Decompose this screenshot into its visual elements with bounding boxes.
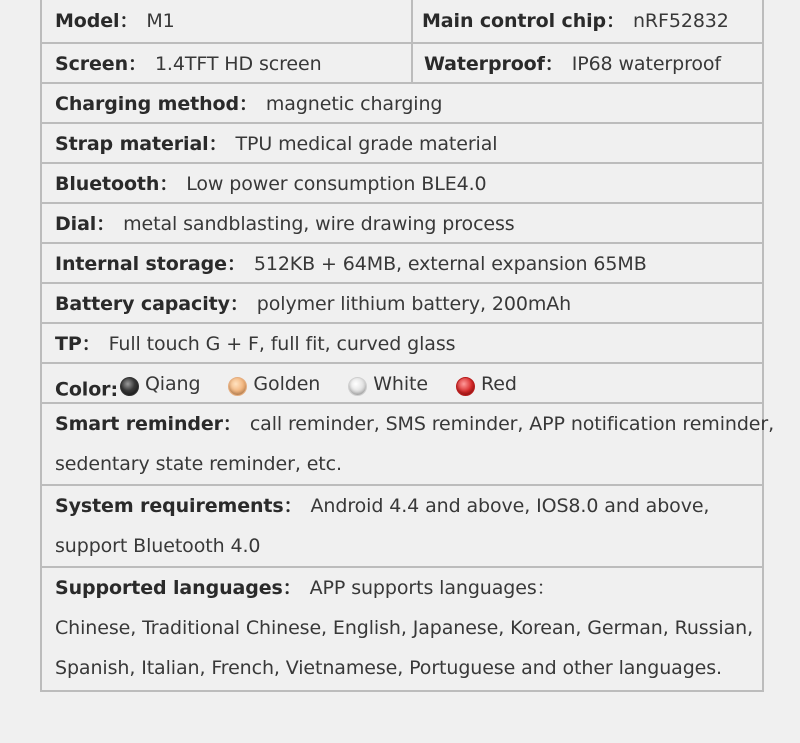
spec-separator: ： (208, 133, 228, 155)
spec-row-tp (42, 322, 762, 362)
spec-row-battery (42, 282, 762, 322)
spec-row-charging (42, 82, 762, 122)
spec-separator: ： (81, 333, 101, 355)
spec-separator: ： (128, 53, 147, 75)
spec-row-storage (42, 242, 762, 282)
spec-value: APP supports languages： (309, 577, 556, 599)
spec-value-continued: Chinese, Traditional Chinese, English, Japanese, Korean, German, Russian, (55, 617, 754, 639)
color-swatch-qiang-icon (120, 377, 139, 396)
spec-row-screen-waterproof (42, 42, 762, 82)
spec-cell-waterproof (413, 44, 762, 82)
color-option-qiang (120, 364, 200, 404)
spec-value-continued: support Bluetooth 4.0 (55, 535, 261, 557)
spec-value: Android 4.4 and above, IOS8.0 and above, (310, 495, 710, 517)
spec-separator: ： (222, 413, 242, 435)
spec-row-model-chip (42, 0, 762, 42)
spec-separator: ： (226, 253, 246, 275)
spec-value: polymer lithium battery, 200mAh (256, 293, 572, 315)
spec-value-continued: Spanish, Italian, French, Vietnamese, Portuguese and other languages. (55, 657, 722, 679)
spec-label: Strap material (55, 133, 209, 155)
spec-row-bluetooth (42, 162, 762, 202)
spec-row-reminder (42, 402, 775, 484)
spec-label: Dial (55, 213, 97, 235)
spec-value: TPU medical grade material (235, 133, 498, 155)
spec-value: 1.4TFT HD screen (154, 53, 322, 75)
spec-value: magnetic charging (265, 93, 443, 115)
spec-value: 512KB + 64MB, external expansion 65MB (253, 253, 647, 275)
spec-row-strap (42, 122, 762, 162)
color-swatch-red-icon (456, 377, 475, 396)
spec-cell-model (42, 0, 413, 42)
spec-label: System requirements (55, 495, 284, 517)
spec-separator: ： (544, 53, 564, 75)
spec-row-languages (42, 566, 762, 690)
spec-row-system (42, 484, 762, 566)
spec-row-dial (42, 202, 762, 242)
spec-separator: ： (159, 173, 179, 195)
spec-separator: ： (229, 293, 249, 315)
color-swatch-white-icon (348, 377, 367, 396)
spec-value: Low power consumption BLE4.0 (186, 173, 487, 195)
color-option-label: White (373, 373, 428, 395)
color-swatch-golden-icon (228, 377, 247, 396)
spec-separator: ： (606, 10, 625, 32)
spec-label: Supported languages (55, 577, 283, 599)
spec-label: Screen (55, 53, 129, 75)
spec-separator: ： (283, 495, 303, 517)
spec-table (40, 0, 775, 692)
spec-separator: : (110, 378, 118, 401)
spec-label: Smart reminder (55, 413, 223, 435)
color-option-label: Golden (253, 373, 321, 395)
spec-value: Full touch G + F, full fit, curved glass (108, 333, 456, 355)
spec-separator: ： (96, 213, 116, 235)
spec-separator: ： (282, 577, 302, 599)
spec-label: TP (55, 333, 82, 355)
spec-cell-chip (413, 0, 762, 42)
spec-label: Model (55, 10, 120, 32)
spec-row-color (42, 362, 762, 402)
spec-label: Color (55, 378, 111, 401)
color-option-label: Red (481, 373, 517, 395)
spec-separator: ： (119, 10, 139, 32)
spec-label: Waterproof (424, 53, 545, 75)
spec-value: nRF52832 (632, 10, 729, 32)
spec-cell-screen (42, 44, 413, 82)
spec-label: Bluetooth (55, 173, 160, 195)
spec-separator: ： (238, 93, 258, 115)
spec-label: Internal storage (55, 253, 227, 275)
spec-value-continued: sedentary state reminder, etc. (55, 453, 342, 475)
spec-label: Main control chip (422, 10, 607, 32)
color-option-label: Qiang (144, 373, 201, 395)
spec-value: M1 (146, 10, 175, 32)
color-option-red (456, 364, 517, 404)
spec-value: IP68 waterproof (571, 53, 722, 75)
color-option-golden (228, 364, 320, 404)
spec-label: Battery capacity (55, 293, 230, 315)
spec-value: call reminder, SMS reminder, APP notification reminder, (249, 413, 775, 435)
spec-value: metal sandblasting, wire drawing process (123, 213, 515, 235)
color-option-white (348, 364, 428, 404)
spec-label: Charging method (55, 93, 239, 115)
